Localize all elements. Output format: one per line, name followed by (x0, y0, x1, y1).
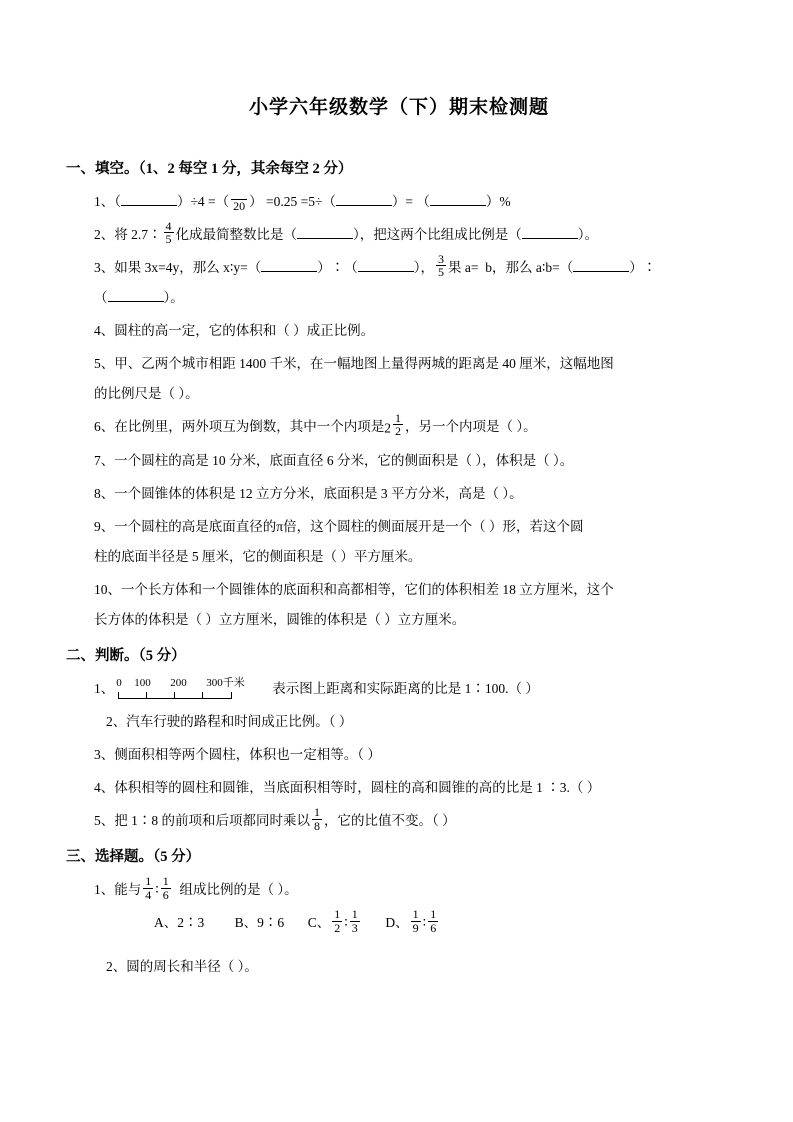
fraction-1-3: $\frac{1}{3}$ (351, 907, 358, 935)
question-fill-8: 8、一个圆锥体的体积是 12 立方分米，底面积是 3 平方分米，高是（ ）。 (94, 486, 523, 502)
option-d[interactable] (385, 907, 440, 935)
question-judge-5 (66, 806, 732, 836)
question-fill-6 (66, 412, 732, 443)
q-judge-1-text: 表示图上距离和实际距离的比是 1∶100.（ ） (272, 681, 539, 697)
q3-text-c: ）， (413, 260, 434, 275)
section-heading-judge: 二、判断。（5 分） (66, 648, 186, 665)
question-fill-7: 7、一个圆柱的高是 10 分米，底面直径 6 分米，它的侧面积是（ ），体积是（ ）。 (94, 453, 574, 469)
question-fill-4: 4、圆柱的高一定，它的体积和（ ）成正比例。 (94, 323, 375, 338)
option-d-colon: ∶ (422, 915, 427, 931)
q3-line2 (94, 283, 732, 313)
q10-text-a: 10、一个长方体和一个圆锥体的底面积和高都相等，它们的体积相差 18 立方厘米，这个 (94, 582, 614, 598)
question-choice-1 (66, 875, 732, 905)
question-judge-3: 3、侧面积相等两个圆柱，体积也一定相等。（ ） (94, 747, 381, 763)
option-c-prefix: C、 (307, 915, 331, 931)
q3-text-h: ）。 (163, 290, 184, 305)
scale-label-300: 300千米 (206, 677, 245, 690)
q9-text-a: 9、一个圆柱的高是底面直径的π倍，这个圆柱的侧面展开是一个（ ）形，若这个圆 (94, 519, 584, 535)
q1-part-2: ）÷4 =（ (177, 194, 230, 209)
q-judge-5-text-a: 5、把 1∶8 的前项和后项都同时乘以 (94, 813, 310, 829)
q9-line2: 柱的底面半径是 5 厘米，它的侧面积是（ ）平方厘米。 (94, 549, 422, 565)
scale-tick-3 (202, 692, 203, 698)
question-judge-4: 4、体积相等的圆柱和圆锥，当底面积相等时，圆柱的高和圆锥的高的比是 1 ∶3.（ ） (94, 780, 601, 796)
section-heading-choice: 三、选择题。（5 分） (66, 849, 201, 866)
fraction-1-2: $\frac{1}{2}$ (334, 907, 341, 935)
fraction-blank-over-20: 20 (233, 199, 246, 214)
page-title: 小学六年级数学（下）期末检测题 (248, 97, 549, 118)
option-a[interactable]: A、2∶3 (154, 915, 205, 931)
option-c[interactable] (307, 907, 362, 935)
fraction-1-6: $\frac{1}{6}$ (430, 907, 437, 935)
fraction-1-9: $\frac{1}{9}$ (412, 907, 419, 935)
fraction-1-2: $\frac{1}{2}$ (395, 410, 401, 439)
q3-text-g: （ (94, 290, 108, 305)
ratio-colon: ∶ (155, 882, 159, 898)
question-fill-2 (66, 220, 732, 250)
question-judge-1 (66, 674, 732, 704)
blank (522, 238, 578, 239)
q-judge-1-lead: 1、 (94, 681, 115, 697)
option-d-prefix: D、 (385, 915, 409, 931)
q1-part-5: ）= （ (391, 194, 430, 209)
blank (573, 271, 629, 272)
q2-text-d: ）。 (577, 227, 598, 242)
q3-text-f: ）∶ (629, 260, 657, 275)
q2-text-b: 化成最简整数比是（ (175, 227, 297, 242)
section-heading-fill: 一、填空。（1、2 每空 1 分，其余每空 2 分） (66, 161, 353, 177)
scale-label-200: 200 (170, 677, 187, 690)
question-judge-2: 2、汽车行驶的路程和时间成正比例。（ ） (106, 714, 353, 730)
q2-text-c: ），把这两个比组成比例是（ (353, 227, 522, 242)
question-choice-2: 2、圆的周长和半径（ ）。 (106, 959, 258, 975)
scale-bar-axis (118, 692, 232, 699)
mixed-number-2-1-2: 2 $\frac{1}{2}$ (384, 410, 401, 439)
q5-line2: 的比例尺是（ ）。 (94, 386, 199, 401)
q1-part-3: ） (249, 194, 263, 209)
q3-text-d: 果 a= (448, 260, 479, 275)
question-fill-5 (66, 349, 732, 409)
q6-text-a: 6、在比例里，两外项互为倒数，其中一个内项是 (94, 419, 385, 434)
q3-text-e: b，那么 a∶b=（ (485, 260, 574, 275)
q1-part-4: =0.25 =5÷（ (262, 194, 336, 209)
scale-label-0: 0 (116, 677, 122, 690)
blank (121, 205, 177, 206)
blank (108, 301, 164, 302)
blank (297, 238, 353, 239)
q-judge-5-text-b: ，它的比值不变。（ ） (324, 813, 456, 829)
scale-tick-1 (146, 692, 147, 698)
blank (430, 205, 486, 206)
q3-text-a: 3、如果 3x=4y，那么 x∶y=（ (94, 260, 262, 275)
blank (261, 271, 317, 272)
fraction-1-4: $\frac{1}{4}$ (145, 874, 152, 902)
option-c-colon: ∶ (344, 915, 348, 931)
q6-text-b: ，另一个内项是（ ）。 (405, 419, 537, 434)
question-fill-10 (66, 575, 732, 635)
document-content (66, 92, 732, 985)
fraction-3-5: $\frac{3}{5}$ (438, 251, 444, 280)
scale-bar-figure (116, 677, 266, 703)
blank (336, 205, 392, 206)
option-b[interactable]: B、9∶6 (234, 915, 285, 931)
q-choice-1-text-b: 组成比例的是（ ）。 (179, 882, 298, 898)
fraction-1-6: $\frac{1}{6}$ (162, 874, 169, 902)
question-fill-3 (66, 253, 732, 313)
q10-line2: 长方体的体积是（ ）立方厘米，圆锥的体积是（ ）立方厘米。 (94, 612, 466, 628)
blank (358, 271, 414, 272)
q2-text-a: 2、将 2.7∶ (94, 227, 162, 242)
fraction-4-5: $\frac{4}{5}$ (165, 218, 172, 247)
fraction-1-8: $\frac{1}{8}$ (314, 805, 320, 833)
q5-text-a: 5、甲、乙两个城市相距 1400 千米，在一幅地图上量得两城的距离是 40 厘米，这幅地图 (94, 356, 614, 371)
q1-part-1: 1、（ (94, 194, 121, 209)
q1-part-6: ）% (485, 194, 511, 209)
q-choice-1-text-a: 1、能与 (94, 882, 142, 898)
q3-text-b: ）∶（ (317, 260, 358, 275)
scale-tick-2 (174, 692, 175, 698)
question-fill-1 (66, 187, 732, 217)
question-fill-9 (66, 512, 732, 572)
scale-label-100: 100 (134, 677, 151, 690)
question-choice-1-options (66, 908, 732, 938)
